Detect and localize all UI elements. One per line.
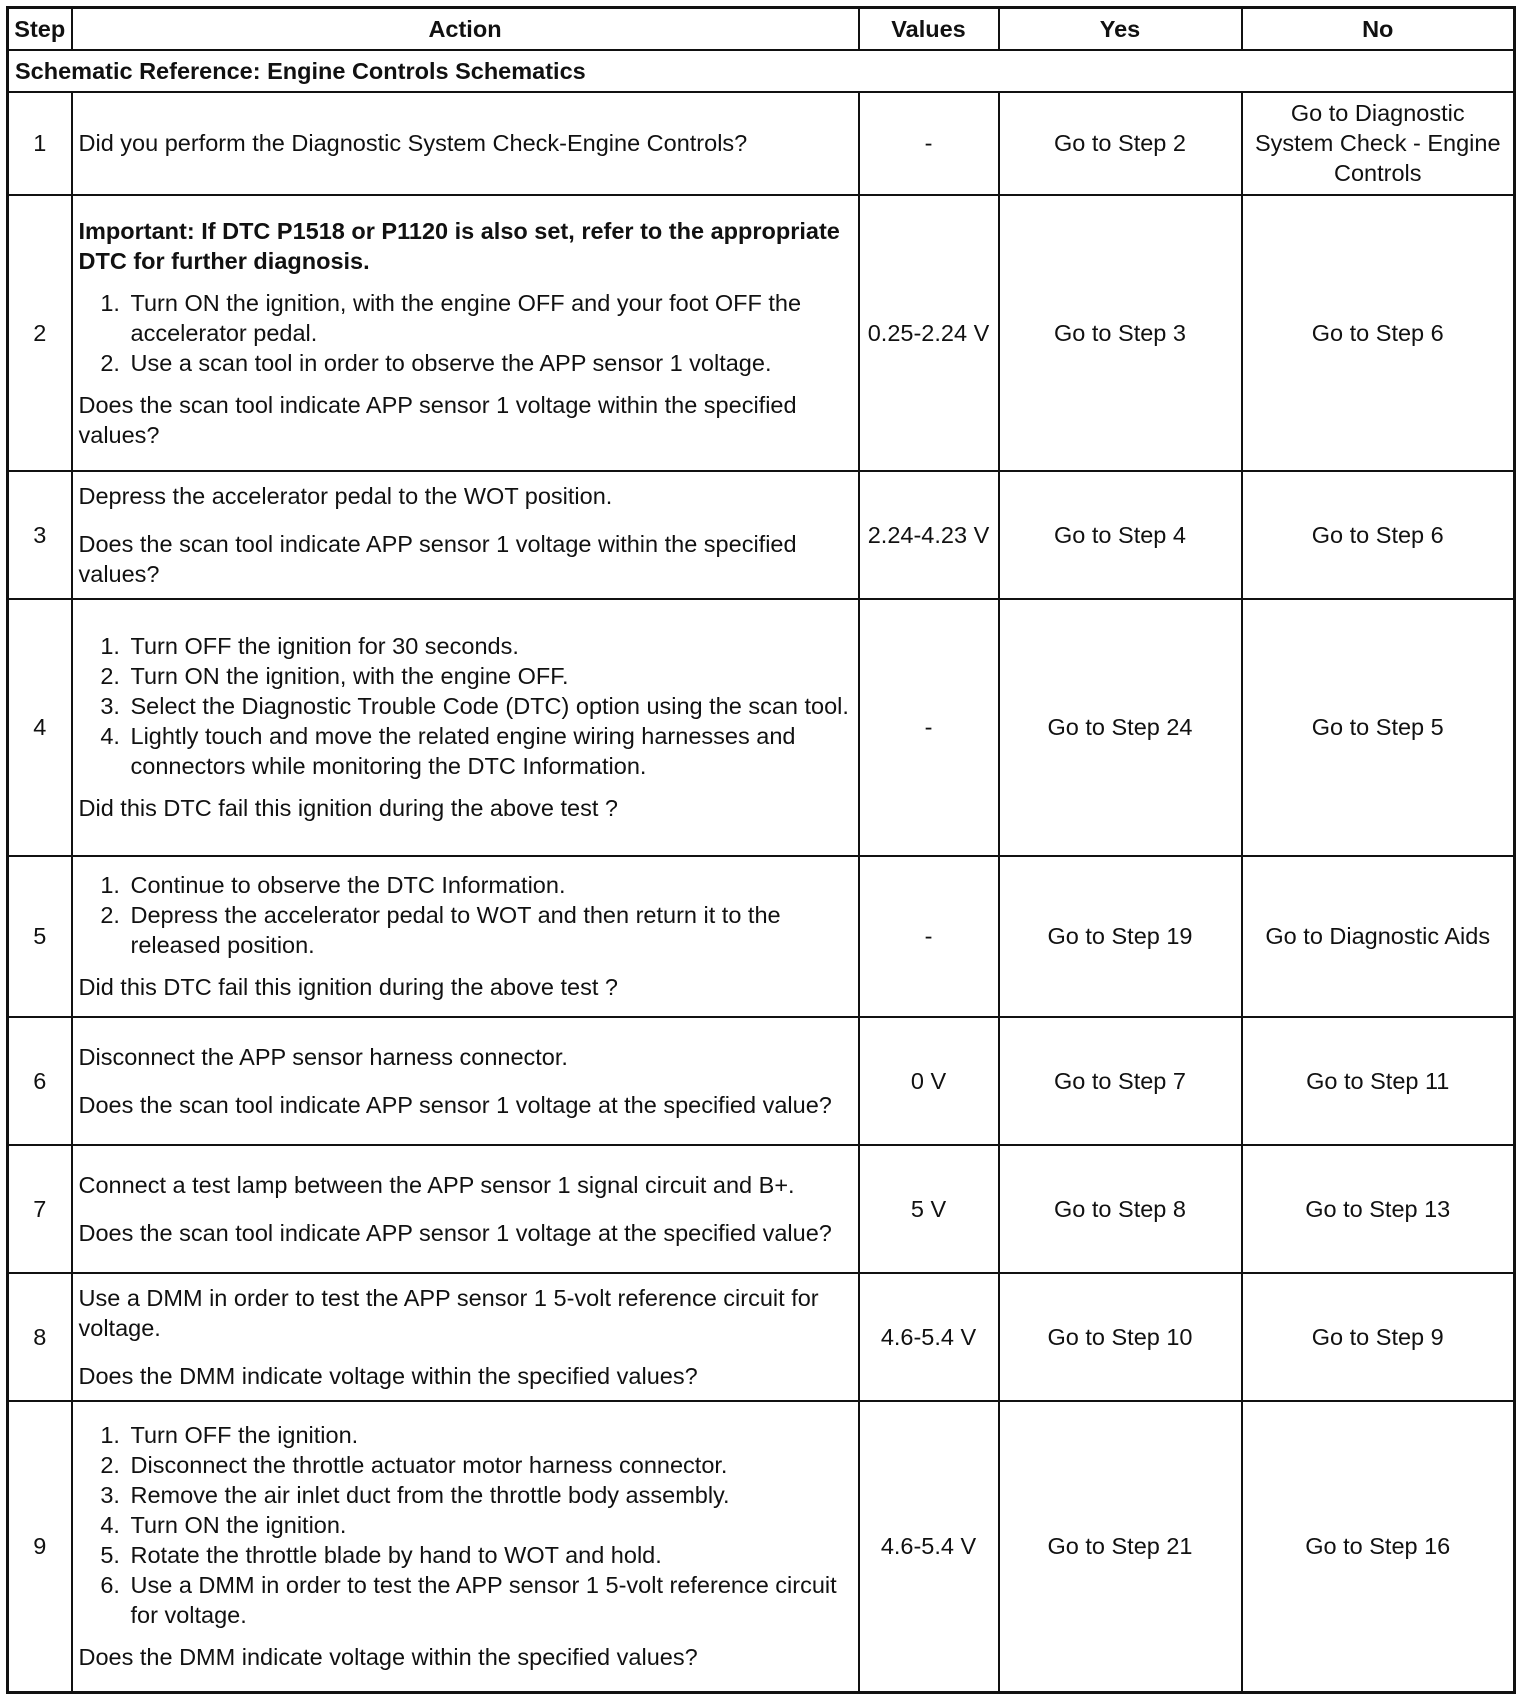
action-cell [72, 1401, 859, 1693]
header-no: No [1242, 8, 1515, 50]
value-cell: - [859, 856, 999, 1017]
action-question: Does the DMM indicate voltage within the specified values? [78, 1362, 698, 1389]
header-step: Step [8, 8, 72, 50]
action-cell [72, 599, 859, 856]
action-text: Depress the accelerator pedal to the WOT position. [78, 482, 613, 509]
yes-cell: Go to Step 3 [999, 195, 1242, 471]
action-step: 3. Select the Diagnostic Trouble Code (DTC) option using the scan tool. [127, 691, 852, 721]
table-row [8, 1145, 1515, 1273]
value-cell: 0.25-2.24 V [859, 195, 999, 471]
action-question: Does the DMM indicate voltage within the specified values? [78, 1644, 698, 1671]
step-number: 5 [8, 856, 72, 1017]
header-action: Action [72, 8, 859, 50]
step-number: 8 [8, 1273, 72, 1401]
no-cell: Go to Step 5 [1242, 599, 1515, 856]
action-step: 5. Rotate the throttle blade by hand to WOT and hold. [127, 1540, 852, 1570]
value-cell: - [859, 599, 999, 856]
no-cell: Go to Diagnostic Aids [1242, 856, 1515, 1017]
value-cell: 4.6-5.4 V [859, 1401, 999, 1693]
step-number: 4 [8, 599, 72, 856]
action-steps [79, 1420, 852, 1630]
schematic-row [8, 50, 1515, 92]
no-cell: Go to Step 6 [1242, 195, 1515, 471]
action-step: 4. Turn ON the ignition. [127, 1510, 852, 1540]
action-step: 2. Disconnect the throttle actuator motor harness connector. [127, 1450, 852, 1480]
header-row [8, 8, 1515, 50]
yes-cell: Go to Step 21 [999, 1401, 1242, 1693]
action-step: 6. Use a DMM in order to test the APP sensor 1 5-volt reference circuit for voltage. [127, 1570, 852, 1630]
yes-cell: Go to Step 7 [999, 1017, 1242, 1145]
table-row [8, 195, 1515, 471]
action-cell [72, 92, 859, 195]
step-number: 9 [8, 1401, 72, 1693]
important-note: Important: If DTC P1518 or P1120 is also set, refer to the appropriate DTC for further diagnosis. [78, 217, 840, 274]
table-row [8, 1273, 1515, 1401]
action-question: Does the scan tool indicate APP sensor 1 voltage at the specified value? [78, 1219, 832, 1246]
schematic-reference: Schematic Reference: Engine Controls Schematics [8, 50, 1515, 92]
action-step: 3. Remove the air inlet duct from the throttle body assembly. [127, 1480, 852, 1510]
step-number: 7 [8, 1145, 72, 1273]
action-step: 1. Turn OFF the ignition for 30 seconds. [127, 631, 852, 661]
step-number: 6 [8, 1017, 72, 1145]
table-row [8, 1017, 1515, 1145]
step-number: 2 [8, 195, 72, 471]
step-number: 1 [8, 92, 72, 195]
action-cell [72, 856, 859, 1017]
action-question: Does the scan tool indicate APP sensor 1 voltage at the specified value? [78, 1091, 832, 1118]
step-number: 3 [8, 471, 72, 599]
action-step: 2. Turn ON the ignition, with the engine OFF. [127, 661, 852, 691]
no-cell: Go to Step 13 [1242, 1145, 1515, 1273]
action-text: Did you perform the Diagnostic System Check-Engine Controls? [78, 130, 748, 156]
no-cell: Go to Step 16 [1242, 1401, 1515, 1693]
action-step: 1. Turn ON the ignition, with the engine OFF and your foot OFF the accelerator pedal. [127, 288, 852, 348]
yes-cell: Go to Step 10 [999, 1273, 1242, 1401]
action-step: 2. Depress the accelerator pedal to WOT and then return it to the released position. [127, 900, 852, 960]
header-values: Values [859, 8, 999, 50]
action-question: Does the scan tool indicate APP sensor 1 voltage within the specified values? [78, 391, 797, 448]
no-cell: Go to Step 6 [1242, 471, 1515, 599]
value-cell: 2.24-4.23 V [859, 471, 999, 599]
table-row [8, 471, 1515, 599]
diagnostic-table [6, 6, 1516, 1694]
action-steps [79, 631, 852, 781]
table-row [8, 92, 1515, 195]
action-step: 4. Lightly touch and move the related engine wiring harnesses and connectors while monitoring the DTC Information. [127, 721, 852, 781]
yes-cell: Go to Step 8 [999, 1145, 1242, 1273]
action-step: 1. Continue to observe the DTC Information. [127, 870, 852, 900]
action-question: Did this DTC fail this ignition during the above test ? [78, 974, 618, 1000]
action-cell [72, 195, 859, 471]
action-cell [72, 471, 859, 599]
value-cell: 5 V [859, 1145, 999, 1273]
action-step: 1. Turn OFF the ignition. [127, 1420, 852, 1450]
action-text: Use a DMM in order to test the APP sensor 1 5-volt reference circuit for voltage. [78, 1284, 819, 1341]
action-cell [72, 1017, 859, 1145]
value-cell: 4.6-5.4 V [859, 1273, 999, 1401]
action-step: 2. Use a scan tool in order to observe the APP sensor 1 voltage. [127, 348, 852, 378]
no-cell: Go to Step 9 [1242, 1273, 1515, 1401]
table-row [8, 856, 1515, 1017]
action-steps [79, 288, 852, 378]
action-text: Connect a test lamp between the APP sensor 1 signal circuit and B+. [78, 1171, 795, 1198]
yes-cell: Go to Step 2 [999, 92, 1242, 195]
no-cell: Go to Diagnostic System Check - Engine Controls [1242, 92, 1515, 195]
action-question: Did this DTC fail this ignition during the above test ? [78, 795, 618, 821]
action-cell [72, 1273, 859, 1401]
table-row [8, 1401, 1515, 1693]
yes-cell: Go to Step 4 [999, 471, 1242, 599]
action-question: Does the scan tool indicate APP sensor 1 voltage within the specified values? [78, 530, 797, 587]
action-cell [72, 1145, 859, 1273]
yes-cell: Go to Step 19 [999, 856, 1242, 1017]
no-cell: Go to Step 11 [1242, 1017, 1515, 1145]
header-yes: Yes [999, 8, 1242, 50]
action-steps [79, 870, 852, 960]
yes-cell: Go to Step 24 [999, 599, 1242, 856]
value-cell: 0 V [859, 1017, 999, 1145]
action-text: Disconnect the APP sensor harness connector. [78, 1043, 568, 1070]
table-row [8, 599, 1515, 856]
value-cell: - [859, 92, 999, 195]
